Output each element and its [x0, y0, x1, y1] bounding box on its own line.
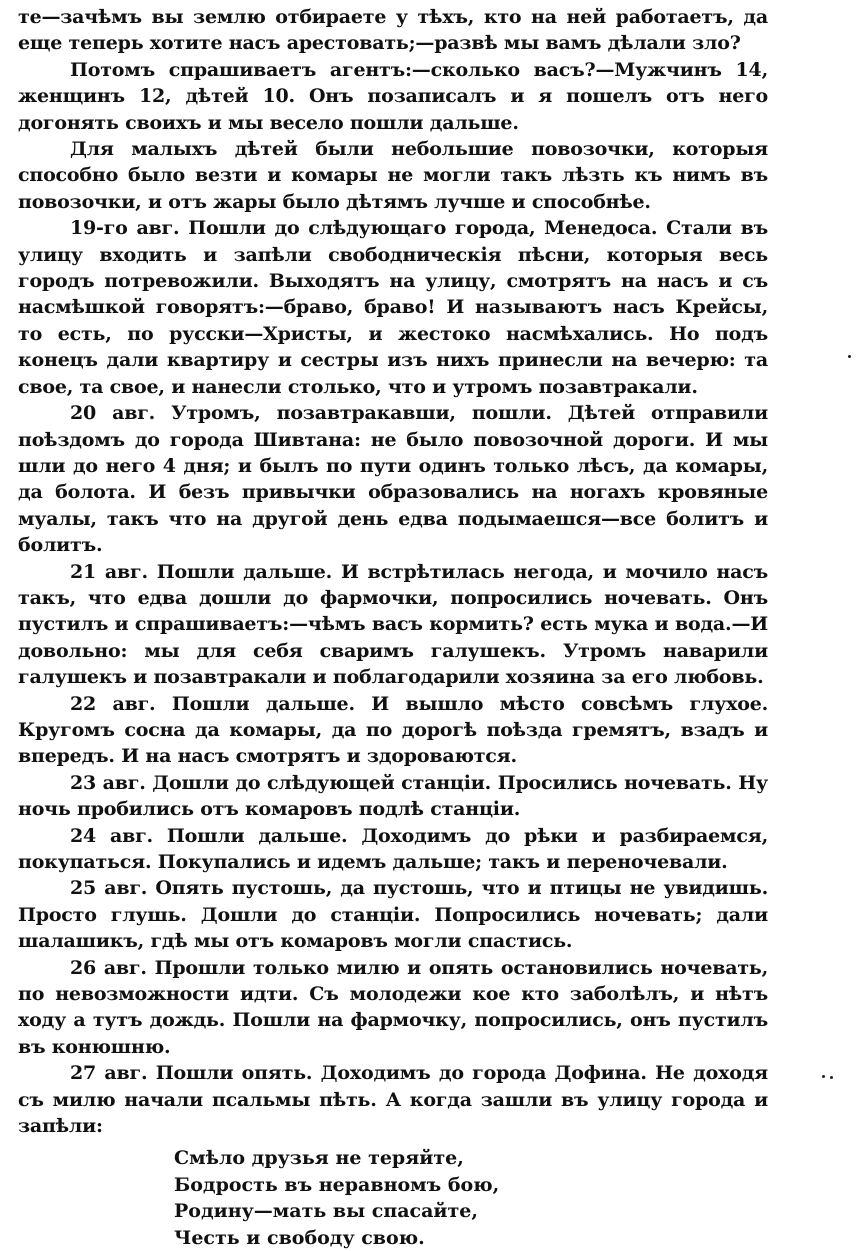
paragraph-5: 20 авг. Утромъ, позавтракавши, пошли. Дѣтей отправили поѣздомъ до города Шивтана: не было повозочной дороги. И мы шли до него 4 дня; и былъ по пути одинъ только лѣсъ, да комары, да болота. И безъ привычки образовались на ногахъ кровяные муалы, такъ что на другой день едва подымаешся—все болитъ и болитъ.	[18, 402, 768, 557]
poem-stanza	[174, 1145, 768, 1251]
paragraph-11: 26 авг. Прошли только милю и опять остановились ночевать, по невозможности идти. Съ молодежи кое кто заболѣлъ, и нѣтъ ходу а тутъ дождь. Пошли на фармочку, попросились, онъ пустилъ въ конюшню.	[18, 956, 768, 1058]
paragraph-4: 19-го авг. Пошли до слѣдующаго города, Менедоса. Стали въ улицу входить и запѣли свободническія пѣсни, которыя весь городъ потревожили. Выходятъ на улицу, смотрятъ на насъ и съ насмѣшкой говорятъ:—браво, браво! И называютъ насъ Крейсы, то есть, по русски—Христы, и жестоко насмѣхались. Но подъ конецъ дали квартиру и сестры изъ нихъ принесли на вечерю: та свое, та свое, и нанесли столько, что и утромъ позавтракали.	[18, 217, 768, 398]
print-speck	[822, 1075, 825, 1078]
paragraph-6: 21 авг. Пошли дальше. И встрѣтилась негода, и мочило насъ такъ, что едва дошли до фармочки, попросились ночевать. Онъ пустилъ и спрашиваетъ:—чѣмъ васъ кормить? есть мука и вода.—И довольно: мы для себя сваримъ галушекъ. Утромъ наварили галушекъ и позавтракали и поблагодарили хозяина за его любовь.	[18, 560, 768, 689]
paragraph-10: 25 авг. Опять пустошь, да пустошь, что и птицы не увидишь. Просто глушь. Дошли до станціи. Попросились ночевать; дали шалашикъ, гдѣ мы отъ комаровъ могли спастись.	[18, 877, 768, 953]
paragraph-9: 24 авг. Пошли дальше. Доходимъ до рѣки и разбираемся, покупаться. Покупались и идемъ дальше; такъ и переночевали.	[18, 824, 768, 873]
poem-line-2: Бодрость въ неравномъ бою,	[174, 1173, 500, 1196]
print-speck	[830, 1076, 833, 1079]
paragraph-1: те—зачѣмъ вы землю отбираете у тѣхъ, кто на ней работаетъ, да еще теперь хотите насъ арестовать;—развѣ мы вамъ дѣлали зло?	[18, 6, 768, 55]
poem-line-3: Родину—мать вы спасайте,	[174, 1200, 478, 1223]
paragraph-8: 23 авг. Дошли до слѣдующей станціи. Просились ночевать. Ну ночь пробились отъ комаровъ подлѣ станціи.	[18, 771, 768, 821]
paragraph-7: 22 авг. Пошли дальше. И вышло мѣсто совсѣмъ глухое. Кругомъ сосна да комары, да по дорогѣ поѣзда гремятъ, взадъ и впередъ. И на насъ смотрятъ и здороваются.	[18, 692, 768, 768]
poem-line-1: Смѣло друзья не теряйте,	[174, 1147, 464, 1170]
poem-line-4: Честь и свободу свою.	[174, 1226, 425, 1249]
print-speck	[848, 355, 851, 358]
paragraph-3: Для малыхъ дѣтей были небольшие повозочки, которыя способно было везти и комары не могли такъ лѣзть къ нимъ въ повозочки, и отъ жары было дѣтямъ лучше и способнѣе.	[18, 138, 768, 213]
paragraph-2: Потомъ спрашиваетъ агентъ:—сколько васъ?—Мужчинъ 14, женщинъ 12, дѣтей 10. Онъ позаписалъ и я пошелъ отъ него догонять своихъ и мы весело пошли дальше.	[18, 58, 768, 134]
paragraph-12: 27 авг. Пошли опять. Доходимъ до города Дофина. Не доходя съ милю начали псальмы пѣть. А когда зашли въ улицу города и запѣли:	[18, 1062, 768, 1138]
